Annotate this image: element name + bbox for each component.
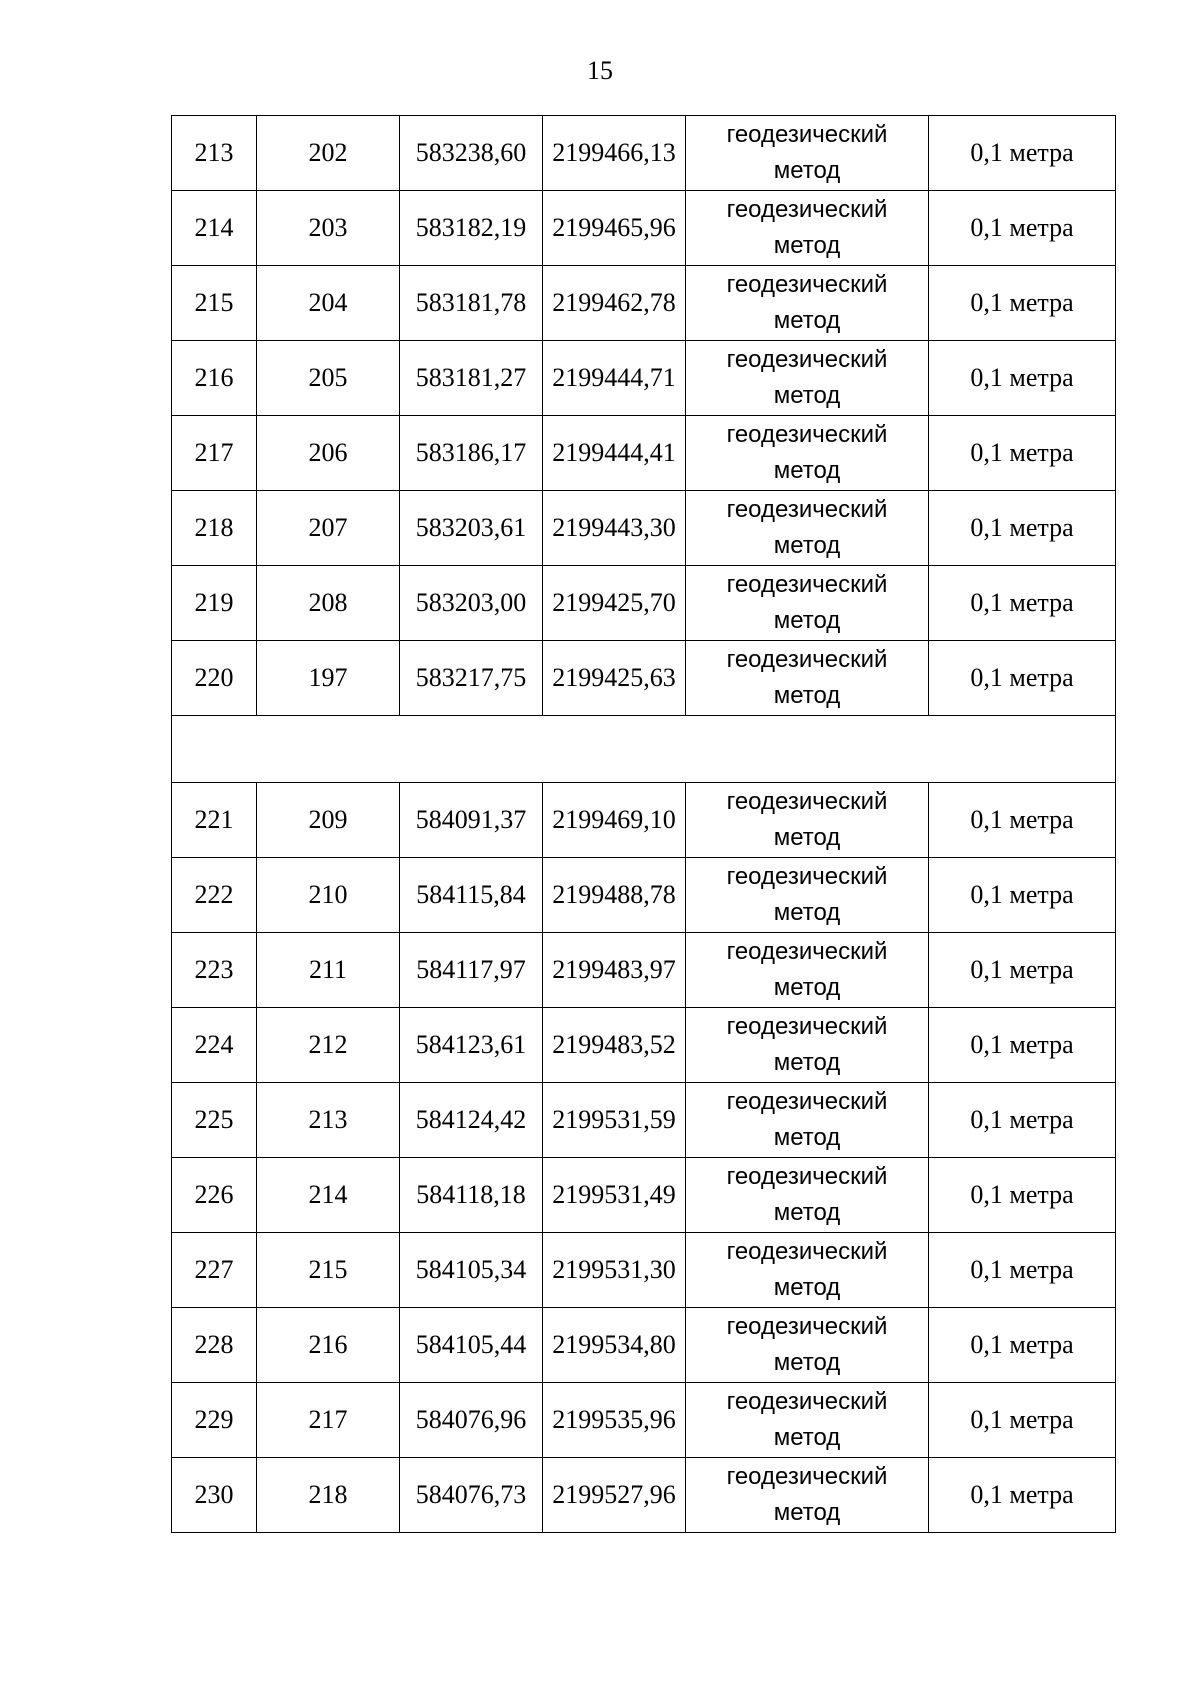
accuracy-cell: 0,1 метра: [929, 1008, 1116, 1083]
x-coordinate-cell: 584105,44: [400, 1308, 543, 1383]
method-line-1: геодезический: [726, 1163, 888, 1190]
row-number-cell: 215: [172, 266, 257, 341]
point-number-cell: 204: [257, 266, 400, 341]
method-cell: [686, 266, 929, 341]
table-row: [172, 1383, 1116, 1458]
accuracy-cell: 0,1 метра: [929, 1383, 1116, 1458]
y-coordinate-cell: 2199488,78: [543, 858, 686, 933]
accuracy-cell: 0,1 метра: [929, 1083, 1116, 1158]
method-cell: [686, 933, 929, 1008]
row-number-cell: 228: [172, 1308, 257, 1383]
point-number-cell: 210: [257, 858, 400, 933]
x-coordinate-cell: 584076,96: [400, 1383, 543, 1458]
x-coordinate-cell: 583203,61: [400, 491, 543, 566]
method-line-2: метод: [773, 382, 841, 409]
method-line-2: метод: [773, 607, 841, 634]
row-number-cell: 217: [172, 416, 257, 491]
method-line-2: метод: [773, 532, 841, 559]
row-number-cell: 227: [172, 1233, 257, 1308]
method-cell: [686, 116, 929, 191]
table-row: [172, 416, 1116, 491]
method-cell: [686, 858, 929, 933]
point-number-cell: 215: [257, 1233, 400, 1308]
point-number-cell: 202: [257, 116, 400, 191]
row-number-cell: 230: [172, 1458, 257, 1533]
table-row: [172, 566, 1116, 641]
method-line-2: метод: [773, 1499, 841, 1526]
point-number-cell: 203: [257, 191, 400, 266]
x-coordinate-cell: 583217,75: [400, 641, 543, 716]
y-coordinate-cell: 2199466,13: [543, 116, 686, 191]
method-cell: [686, 1158, 929, 1233]
y-coordinate-cell: 2199465,96: [543, 191, 686, 266]
point-number-cell: 218: [257, 1458, 400, 1533]
x-coordinate-cell: 583203,00: [400, 566, 543, 641]
accuracy-cell: 0,1 метра: [929, 858, 1116, 933]
table-group-2: [172, 783, 1116, 1533]
accuracy-cell: 0,1 метра: [929, 1158, 1116, 1233]
method-line-1: геодезический: [726, 271, 888, 298]
method-cell: [686, 191, 929, 266]
y-coordinate-cell: 2199534,80: [543, 1308, 686, 1383]
method-line-1: геодезический: [726, 788, 888, 815]
method-line-1: геодезический: [726, 938, 888, 965]
x-coordinate-cell: 584105,34: [400, 1233, 543, 1308]
table-row: [172, 1008, 1116, 1083]
table-row: [172, 783, 1116, 858]
table-row: [172, 933, 1116, 1008]
method-line-1: геодезический: [726, 196, 888, 223]
accuracy-cell: 0,1 метра: [929, 416, 1116, 491]
method-line-1: геодезический: [726, 1463, 888, 1490]
table-row: [172, 1083, 1116, 1158]
point-number-cell: 197: [257, 641, 400, 716]
method-cell: [686, 1383, 929, 1458]
method-line-2: метод: [773, 1274, 841, 1301]
row-number-cell: 223: [172, 933, 257, 1008]
x-coordinate-cell: 584115,84: [400, 858, 543, 933]
method-line-1: геодезический: [726, 863, 888, 890]
accuracy-cell: 0,1 метра: [929, 1458, 1116, 1533]
x-coordinate-cell: 583181,78: [400, 266, 543, 341]
x-coordinate-cell: 584091,37: [400, 783, 543, 858]
empty-cell: [172, 716, 1116, 783]
method-cell: [686, 491, 929, 566]
table-row: [172, 266, 1116, 341]
x-coordinate-cell: 584124,42: [400, 1083, 543, 1158]
method-line-2: метод: [773, 157, 841, 184]
row-number-cell: 213: [172, 116, 257, 191]
x-coordinate-cell: 584123,61: [400, 1008, 543, 1083]
x-coordinate-cell: 583238,60: [400, 116, 543, 191]
method-cell: [686, 566, 929, 641]
table-row: [172, 1233, 1116, 1308]
table-row: [172, 491, 1116, 566]
point-number-cell: 207: [257, 491, 400, 566]
point-number-cell: 217: [257, 1383, 400, 1458]
y-coordinate-cell: 2199531,30: [543, 1233, 686, 1308]
x-coordinate-cell: 584118,18: [400, 1158, 543, 1233]
table-separator: [172, 716, 1116, 783]
method-cell: [686, 1083, 929, 1158]
method-line-1: геодезический: [726, 1013, 888, 1040]
table-row: [172, 1308, 1116, 1383]
method-line-2: метод: [773, 1424, 841, 1451]
point-number-cell: 216: [257, 1308, 400, 1383]
row-number-cell: 216: [172, 341, 257, 416]
method-line-2: метод: [773, 1124, 841, 1151]
method-line-1: геодезический: [726, 571, 888, 598]
point-number-cell: 208: [257, 566, 400, 641]
method-line-1: геодезический: [726, 1388, 888, 1415]
table-row: [172, 116, 1116, 191]
point-number-cell: 211: [257, 933, 400, 1008]
method-line-2: метод: [773, 974, 841, 1001]
row-number-cell: 219: [172, 566, 257, 641]
accuracy-cell: 0,1 метра: [929, 783, 1116, 858]
table-row: [172, 1158, 1116, 1233]
y-coordinate-cell: 2199531,49: [543, 1158, 686, 1233]
point-number-cell: 205: [257, 341, 400, 416]
accuracy-cell: 0,1 метра: [929, 491, 1116, 566]
row-number-cell: 220: [172, 641, 257, 716]
method-line-1: геодезический: [726, 421, 888, 448]
method-line-1: геодезический: [726, 1238, 888, 1265]
method-line-1: геодезический: [726, 1088, 888, 1115]
method-cell: [686, 641, 929, 716]
method-cell: [686, 1308, 929, 1383]
y-coordinate-cell: 2199469,10: [543, 783, 686, 858]
accuracy-cell: 0,1 метра: [929, 1308, 1116, 1383]
accuracy-cell: 0,1 метра: [929, 266, 1116, 341]
method-line-2: метод: [773, 1199, 841, 1226]
row-number-cell: 226: [172, 1158, 257, 1233]
method-line-2: метод: [773, 899, 841, 926]
method-line-2: метод: [773, 307, 841, 334]
accuracy-cell: 0,1 метра: [929, 116, 1116, 191]
table-row: [172, 191, 1116, 266]
x-coordinate-cell: 584117,97: [400, 933, 543, 1008]
method-line-1: геодезический: [726, 646, 888, 673]
y-coordinate-cell: 2199483,97: [543, 933, 686, 1008]
row-number-cell: 225: [172, 1083, 257, 1158]
method-line-1: геодезический: [726, 496, 888, 523]
method-line-1: геодезический: [726, 346, 888, 373]
accuracy-cell: 0,1 метра: [929, 566, 1116, 641]
method-cell: [686, 1233, 929, 1308]
point-number-cell: 213: [257, 1083, 400, 1158]
row-number-cell: 221: [172, 783, 257, 858]
coordinates-table: [171, 115, 1116, 1533]
x-coordinate-cell: 583181,27: [400, 341, 543, 416]
table-group-1: [172, 116, 1116, 716]
method-line-2: метод: [773, 824, 841, 851]
y-coordinate-cell: 2199425,63: [543, 641, 686, 716]
point-number-cell: 212: [257, 1008, 400, 1083]
y-coordinate-cell: 2199444,71: [543, 341, 686, 416]
point-number-cell: 214: [257, 1158, 400, 1233]
y-coordinate-cell: 2199444,41: [543, 416, 686, 491]
point-number-cell: 209: [257, 783, 400, 858]
method-cell: [686, 1458, 929, 1533]
y-coordinate-cell: 2199425,70: [543, 566, 686, 641]
table-row: [172, 641, 1116, 716]
accuracy-cell: 0,1 метра: [929, 1233, 1116, 1308]
y-coordinate-cell: 2199531,59: [543, 1083, 686, 1158]
method-line-1: геодезический: [726, 121, 888, 148]
method-line-2: метод: [773, 682, 841, 709]
method-line-2: метод: [773, 232, 841, 259]
method-line-2: метод: [773, 1349, 841, 1376]
table-row: [172, 1458, 1116, 1533]
method-line-2: метод: [773, 457, 841, 484]
accuracy-cell: 0,1 метра: [929, 341, 1116, 416]
y-coordinate-cell: 2199483,52: [543, 1008, 686, 1083]
x-coordinate-cell: 583186,17: [400, 416, 543, 491]
method-cell: [686, 416, 929, 491]
method-line-1: геодезический: [726, 1313, 888, 1340]
row-number-cell: 214: [172, 191, 257, 266]
row-number-cell: 224: [172, 1008, 257, 1083]
accuracy-cell: 0,1 метра: [929, 933, 1116, 1008]
row-number-cell: 218: [172, 491, 257, 566]
x-coordinate-cell: 583182,19: [400, 191, 543, 266]
y-coordinate-cell: 2199443,30: [543, 491, 686, 566]
method-cell: [686, 783, 929, 858]
method-cell: [686, 341, 929, 416]
y-coordinate-cell: 2199527,96: [543, 1458, 686, 1533]
empty-row: [172, 716, 1116, 783]
method-line-2: метод: [773, 1049, 841, 1076]
x-coordinate-cell: 584076,73: [400, 1458, 543, 1533]
row-number-cell: 222: [172, 858, 257, 933]
y-coordinate-cell: 2199462,78: [543, 266, 686, 341]
method-cell: [686, 1008, 929, 1083]
page-number: 15: [587, 56, 613, 85]
table-row: [172, 858, 1116, 933]
point-number-cell: 206: [257, 416, 400, 491]
accuracy-cell: 0,1 метра: [929, 641, 1116, 716]
table-row: [172, 341, 1116, 416]
accuracy-cell: 0,1 метра: [929, 191, 1116, 266]
y-coordinate-cell: 2199535,96: [543, 1383, 686, 1458]
row-number-cell: 229: [172, 1383, 257, 1458]
